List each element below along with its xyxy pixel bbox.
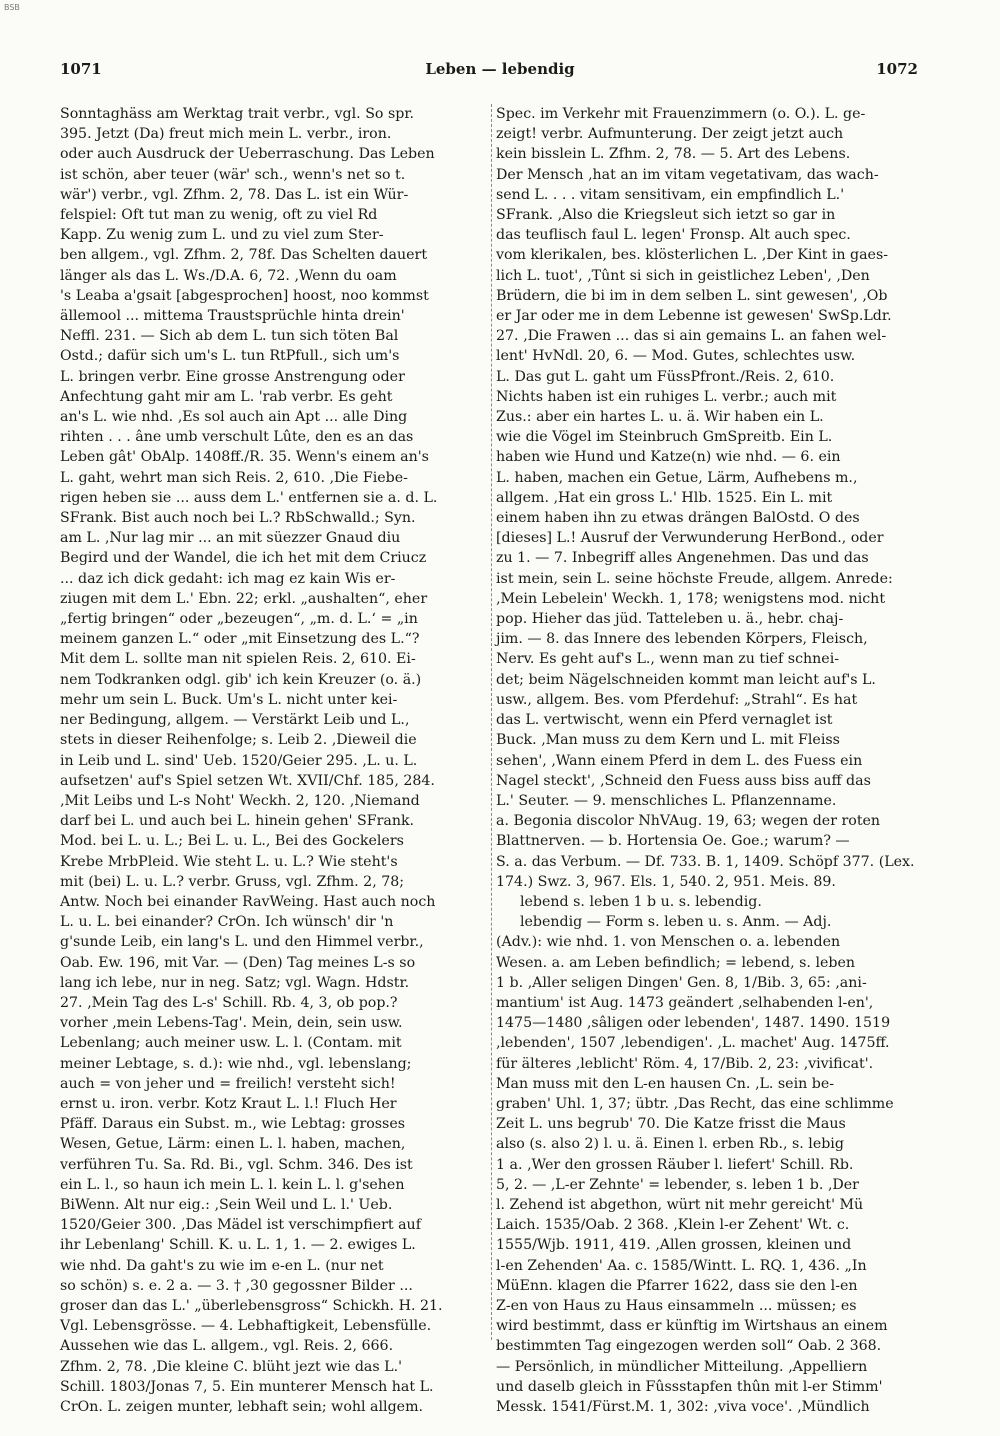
text-line: (Adv.): wie nhd. 1. von Menschen o. a. lebenden bbox=[496, 934, 841, 951]
text-line: bestimmten Tag eingezogen werden soll“ Oab. 2 368. bbox=[496, 1338, 882, 1355]
text-line: 5, 2. — ‚L-er Zehnte' = lebender, s. leben 1 b. ‚Der bbox=[496, 1176, 859, 1193]
text-line: ist mein, sein L. seine höchste Freude, allgem. Anrede: bbox=[496, 570, 893, 587]
text-line: wie die Vögel im Steinbruch GmSpreitb. Ein L. bbox=[496, 429, 833, 446]
text-line: L.' Seuter. — 9. menschliches L. Pflanzenname. bbox=[496, 792, 837, 809]
text-line: ... daz ich dick gedaht: ich mag ez kain Wis er- bbox=[60, 570, 396, 587]
text-line: Lebenlang; auch meiner usw. L. l. (Contam. mit bbox=[60, 1035, 402, 1052]
text-line: mantium' ist Aug. 1473 geändert ‚selhabenden l-en', bbox=[496, 994, 874, 1011]
text-line: Sonntaghäss am Werktag trait verbr., vgl. So spr. bbox=[60, 106, 415, 122]
text-line: Anfechtung gaht mir am L. 'rab verbr. Es geht bbox=[60, 388, 393, 405]
text-line: SFrank. ‚Also die Kriegsleut sich ietzt so gar in bbox=[496, 207, 836, 224]
text-line: und daselb gleich in Fûssstapfen thûn mit l-er Stimm' bbox=[496, 1378, 883, 1395]
text-line: usw., allgem. Bes. vom Pferdehuf: „Strahl“. Es hat bbox=[496, 691, 858, 708]
text-line: für älteres ‚leblicht' Röm. 4, 17/Bib. 2, 23: ‚vivificat'. bbox=[496, 1055, 874, 1072]
text-line: L. u. L. bei einander? CrOn. Ich wünsch' dir 'n bbox=[60, 914, 394, 931]
text-line: 395. Jetzt (Da) freut mich mein L. verbr., iron. bbox=[60, 126, 392, 143]
text-line: ‚lebenden', 1507 ‚lebendigen'. ‚L. machet' Aug. 1475ff. bbox=[496, 1035, 890, 1052]
text-line: das teuflisch faul L. legen' Fronsp. Alt auch spec. bbox=[496, 227, 851, 244]
text-line: lich L. tuot', ‚Tûnt si sich in geistlichez Leben', ‚Den bbox=[496, 267, 870, 284]
text-line: ihr Lebenlang' Schill. K. u. L. 1, 1. — 2. ewiges L. bbox=[60, 1237, 416, 1254]
text-line: oder auch Ausdruck der Ueberraschung. Das Leben bbox=[60, 146, 435, 163]
text-line: an's L. wie nhd. ‚Es sol auch ain Apt ... alle Ding bbox=[60, 409, 408, 426]
right-text-column bbox=[496, 104, 916, 1415]
text-line: nem Todkranken odgl. gib' ich kein Kreuzer (o. ä.) bbox=[60, 671, 422, 688]
text-line: mehr um sein L. Buck. Um's L. nicht unter kei- bbox=[60, 691, 398, 708]
text-line: Buck. ‚Man muss zu dem Kern und L. mit Fleiss bbox=[496, 732, 840, 749]
text-line: rigen heben sie ... auss dem L.' entfernen sie a. d. L. bbox=[60, 489, 438, 506]
text-line: haben wie Hund und Katze(n) wie nhd. — 6. ein bbox=[496, 449, 841, 466]
text-line: Pfäff. Daraus ein Subst. m., wie Lebtag: grosses bbox=[60, 1116, 406, 1133]
text-line: l. Zehend ist abgethon, würt nit mehr gereicht' Mü bbox=[496, 1196, 864, 1213]
text-line: lang ich lebe, nur in neg. Satz; vgl. Wagn. Hdstr. bbox=[60, 974, 410, 991]
page-header bbox=[0, 60, 1000, 82]
text-line: Leben gât' ObAlp. 1408ff./R. 35. Wenn's einem an's bbox=[60, 449, 429, 466]
text-line: meinem ganzen L.“ oder „mit Einsetzung des L.“? bbox=[60, 631, 420, 648]
text-line: l-en Zehenden' Aa. c. 1585/Wintt. L. RQ. 1, 436. „In bbox=[496, 1257, 867, 1274]
text-line: 174.) Swz. 3, 967. Els. 1, 540. 2, 951. Meis. 89. bbox=[496, 873, 836, 890]
text-line: länger als das L. Ws./D.A. 6, 72. ‚Wenn du oam bbox=[60, 267, 397, 284]
text-line: ben allgem., vgl. Zfhm. 2, 78f. Das Schelten dauert bbox=[60, 247, 428, 264]
text-line: L. gaht, wehrt man sich Reis. 2, 610. ‚Die Fiebe- bbox=[60, 469, 408, 486]
text-line: 1 a. ‚Wer den grossen Räuber l. liefert' Schill. Rb. bbox=[496, 1156, 854, 1173]
text-line: g'sunde Leib, ein lang's L. und den Himmel verbr., bbox=[60, 934, 424, 951]
text-line: 1475—1480 ‚sâligen oder lebenden', 1487. 1490. 1519 bbox=[496, 1015, 891, 1032]
text-line: Z-en von Haus zu Haus einsammeln ... müssen; es bbox=[496, 1297, 857, 1314]
text-line: lebend s. leben 1 b u. s. lebendig. bbox=[520, 893, 762, 910]
text-line: Krebe MrbPleid. Wie steht L. u. L.? Wie steht's bbox=[60, 853, 398, 870]
text-line: Nerv. Es geht auf's L., wenn man zu tief schnei- bbox=[496, 651, 840, 668]
text-line: L. Das gut L. gaht um FüssPfront./Reis. 2, 610. bbox=[496, 368, 835, 385]
text-line: sehen', ‚Wann einem Pferd in dem L. des Fuess ein bbox=[496, 752, 863, 769]
text-line: zeigt! verbr. Aufmunterung. Der zeigt jetzt auch bbox=[496, 126, 844, 143]
text-line: felspiel: Oft tut man zu wenig, oft zu viel Rd bbox=[60, 207, 378, 224]
text-line: ist schön, aber teuer (wär' sch., wenn's net so t. bbox=[60, 166, 406, 183]
text-line: S. a. das Verbum. — Df. 733. B. 1, 1409. Schöpf 377. (Lex. bbox=[496, 853, 915, 870]
text-line: Der Mensch ‚hat an im vitam vegetativam, das wach- bbox=[496, 166, 879, 183]
text-line: Nichts haben ist ein ruhiges L. verbr.; auch mit bbox=[496, 388, 837, 405]
text-line: Ostd.; dafür sich um's L. tun RtPfull., sich um's bbox=[60, 348, 400, 365]
text-line: allgem. ‚Hat ein gross L.' Hlb. 1525. Ein L. mit bbox=[496, 489, 833, 506]
text-line: rihten . . . âne umb verschult Lûte, den es an das bbox=[60, 429, 414, 446]
text-line: Man muss mit den L-en hausen Cn. ‚L. sein be- bbox=[496, 1075, 835, 1092]
text-line: verführen Tu. Sa. Rd. Bi., vgl. Schm. 346. Des ist bbox=[60, 1156, 413, 1173]
text-line: Wesen, Getue, Lärm: einen L. l. haben, machen, bbox=[60, 1136, 406, 1153]
text-line: ällemool ... mittema Traustsprüchle hinta drein' bbox=[60, 308, 405, 325]
text-line: ‚Mit Leibs und L-s Noht' Weckh. 2, 120. ‚Niemand bbox=[60, 792, 420, 809]
text-line: 27. ‚Die Frawen ... das si ain gemains L. an fahen wel- bbox=[496, 328, 887, 345]
text-line: ziugen mit dem L.' Ebn. 22; erkl. „aushalten“, eher bbox=[60, 590, 428, 607]
text-line: er Jar oder me in dem Lebenne ist gewesen' SwSp.Ldr. bbox=[496, 308, 892, 325]
text-line: Brüdern, die bi im in dem selben L. sint gewesen', ‚Ob bbox=[496, 287, 888, 304]
text-line: jim. — 8. das Innere des lebenden Körpers, Fleisch, bbox=[496, 631, 868, 648]
text-line: Spec. im Verkehr mit Frauenzimmern (o. O.). L. ge- bbox=[496, 106, 866, 122]
text-line: 1520/Geier 300. ‚Das Mädel ist verschimpfiert auf bbox=[60, 1217, 421, 1234]
text-line: 's Leaba a'gsait [abgesprochen] hoost, noo kommst bbox=[60, 287, 429, 304]
text-line: SFrank. Bist auch noch bei L.? RbSchwalld.; Syn. bbox=[60, 510, 416, 527]
text-line: MüEnn. klagen die Pfarrer 1622, dass sie den l-en bbox=[496, 1277, 858, 1294]
text-line: Zfhm. 2, 78. ‚Die kleine C. blüht jezt wie das L.' bbox=[60, 1358, 402, 1375]
text-line: kein bisslein L. Zfhm. 2, 78. — 5. Art des Lebens. bbox=[496, 146, 851, 163]
text-line: groser dan das L.' „überlebensgross“ Schickh. H. 21. bbox=[60, 1297, 443, 1314]
text-line: send L. . . . vitam sensitivam, ein empfindlich L.' bbox=[496, 186, 845, 203]
text-line: L. haben, machen ein Getue, Lärm, Aufhebens m., bbox=[496, 469, 858, 486]
text-line: Aussehen wie das L. allgem., vgl. Reis. 2, 666. bbox=[60, 1338, 394, 1355]
text-line: also (s. also 2) l. u. ä. Einen l. erben Rb., s. lebig bbox=[496, 1136, 844, 1153]
text-line: darf bei L. und auch bei L. hinein gehen' SFrank. bbox=[60, 813, 415, 830]
text-line: Blattnerven. — b. Hortensia Oe. Goe.; warum? — bbox=[496, 833, 850, 850]
text-line: Nagel steckt', ‚Schneid den Fuess auss biss auff das bbox=[496, 772, 871, 789]
text-line: CrOn. L. zeigen munter, lebhaft sein; wohl allgem. bbox=[60, 1399, 424, 1415]
text-line: Wesen. a. am Leben befindlich; = lebend, s. leben bbox=[496, 954, 856, 971]
text-line: Antw. Noch bei einander RavWeing. Hast auch noch bbox=[60, 893, 436, 910]
column-divider bbox=[491, 104, 492, 1340]
text-line: Zus.: aber ein hartes L. u. ä. Wir haben ein L. bbox=[496, 409, 824, 426]
text-line: graben' Uhl. 1, 37; übtr. ‚Das Recht, das eine schlimme bbox=[496, 1095, 894, 1112]
text-line: BiWenn. Alt nur eig.: ‚Sein Weil und L. l.' Ueb. bbox=[60, 1196, 393, 1213]
text-line: pop. Hieher das jüd. Tatteleben u. ä., hebr. chaj- bbox=[496, 611, 844, 628]
text-line: vorher ‚mein Lebens-Tag'. Mein, dein, sein usw. bbox=[60, 1015, 403, 1032]
text-line: — Persönlich, in mündlicher Mitteilung. ‚Appelliern bbox=[496, 1358, 868, 1375]
text-line: am L. ‚Nur lag mir ... an mit süezzer Gnaud diu bbox=[60, 530, 401, 547]
text-line: lent' HvNdl. 20, 6. — Mod. Gutes, schlechtes usw. bbox=[496, 348, 856, 365]
text-line: wird bestimmt, dass er künftig im Wirtshaus an einem bbox=[496, 1318, 888, 1335]
text-line: Schill. 1803/Jonas 7, 5. Ein munterer Mensch hat L. bbox=[60, 1378, 434, 1395]
text-line: wär') verbr., vgl. Zfhm. 2, 78. Das L. ist ein Wür- bbox=[60, 186, 409, 203]
running-title: Leben — lebendig bbox=[425, 60, 575, 78]
text-line: [dieses] L.! Ausruf der Verwunderung HerBond., oder bbox=[496, 530, 884, 547]
left-text-column bbox=[60, 104, 488, 1415]
text-line: lebendig — Form s. leben u. s. Anm. — Adj. bbox=[520, 914, 832, 931]
text-line: auch = von jeher und = freilich! versteht sich! bbox=[60, 1075, 396, 1092]
text-line: wie nhd. Da gaht's zu wie im e-en L. (nur net bbox=[60, 1257, 384, 1274]
text-line: Vgl. Lebensgrösse. — 4. Lebhaftigkeit, Lebensfülle. bbox=[60, 1318, 432, 1335]
text-line: Messk. 1541/Fürst.M. 1, 302: ‚viva voce'. ‚Mündlich bbox=[496, 1399, 870, 1415]
text-line: mit (bei) L. u. L.? verbr. Gruss, vgl. Zfhm. 2, 78; bbox=[60, 873, 405, 890]
text-line: Laich. 1535/Oab. 2 368. ‚Klein l-er Zehent' Wt. c. bbox=[496, 1217, 850, 1234]
text-line: aufsetzen' auf's Spiel setzen Wt. XVII/Chf. 185, 284. bbox=[60, 772, 435, 789]
text-line: Mod. bei L. u. L.; Bei L. u. L., Bei des Gockelers bbox=[60, 833, 404, 850]
text-line: vom klerikalen, bes. klösterlichen L. ‚Der Kint in gaes- bbox=[496, 247, 889, 264]
text-line: Oab. Ew. 196, mit Var. — (Den) Tag meines L-s so bbox=[60, 954, 416, 971]
text-line: ernst u. iron. verbr. Kotz Kraut L. l.! Fluch Her bbox=[60, 1095, 397, 1112]
text-line: so schön) s. e. 2 a. — 3. † ‚30 gegossner Bilder ... bbox=[60, 1277, 413, 1294]
text-line: in Leib und L. sind' Ueb. 1520/Geier 295. ‚L. u. L. bbox=[60, 752, 418, 769]
text-line: L. bringen verbr. Eine grosse Anstrengung oder bbox=[60, 368, 405, 385]
text-line: meiner Lebtage, s. d.): wie nhd., vgl. lebenslang; bbox=[60, 1055, 412, 1072]
text-line: ner Bedingung, allgem. — Verstärkt Leib und L., bbox=[60, 712, 410, 729]
text-line: ein L. l., so haun ich mein L. l. kein L. l. g'sehen bbox=[60, 1176, 405, 1193]
text-line: Neffl. 231. — Sich ab dem L. tun sich töten Bal bbox=[60, 328, 399, 345]
text-line: stets in dieser Reihenfolge; s. Leib 2. ‚Dieweil die bbox=[60, 732, 417, 749]
text-line: 1 b. ‚Aller seligen Dingen' Gen. 8, 1/Bib. 3, 65: ‚ani- bbox=[496, 974, 867, 991]
text-line: 1555/Wjb. 1911, 419. ‚Allen grossen, kleinen und bbox=[496, 1237, 852, 1254]
text-line: ‚Mein Lebelein' Weckh. 1, 178; wenigstens mod. nicht bbox=[496, 590, 886, 607]
page-number-left: 1071 bbox=[60, 60, 102, 78]
text-line: einem haben ihn zu etwas drängen BalOstd. O des bbox=[496, 510, 860, 527]
text-line: a. Begonia discolor NhVAug. 19, 63; wegen der roten bbox=[496, 813, 881, 830]
text-line: „fertig bringen“ oder „bezeugen“, „m. d. L.‘ = „in bbox=[60, 611, 418, 628]
text-line: Begird und der Wandel, die ich het mit dem Criucz bbox=[60, 550, 427, 567]
text-line: zu 1. — 7. Inbegriff alles Angenehmen. Das und das bbox=[496, 550, 869, 567]
library-watermark: BSB bbox=[4, 3, 20, 12]
page-number-right: 1072 bbox=[876, 60, 918, 78]
text-line: Zeit L. uns begrub' 70. Die Katze frisst die Maus bbox=[496, 1116, 846, 1133]
text-line: Mit dem L. sollte man nit spielen Reis. 2, 610. Ei- bbox=[60, 651, 416, 668]
text-line: 27. ‚Mein Tag des L-s' Schill. Rb. 4, 3, ob pop.? bbox=[60, 994, 398, 1011]
text-line: det; beim Nägelschneiden kommt man leicht auf's L. bbox=[496, 671, 876, 688]
text-line: Kapp. Zu wenig zum L. und zu viel zum Ster- bbox=[60, 227, 384, 244]
text-line: das L. vertwischt, wenn ein Pferd vernaglet ist bbox=[496, 712, 833, 729]
